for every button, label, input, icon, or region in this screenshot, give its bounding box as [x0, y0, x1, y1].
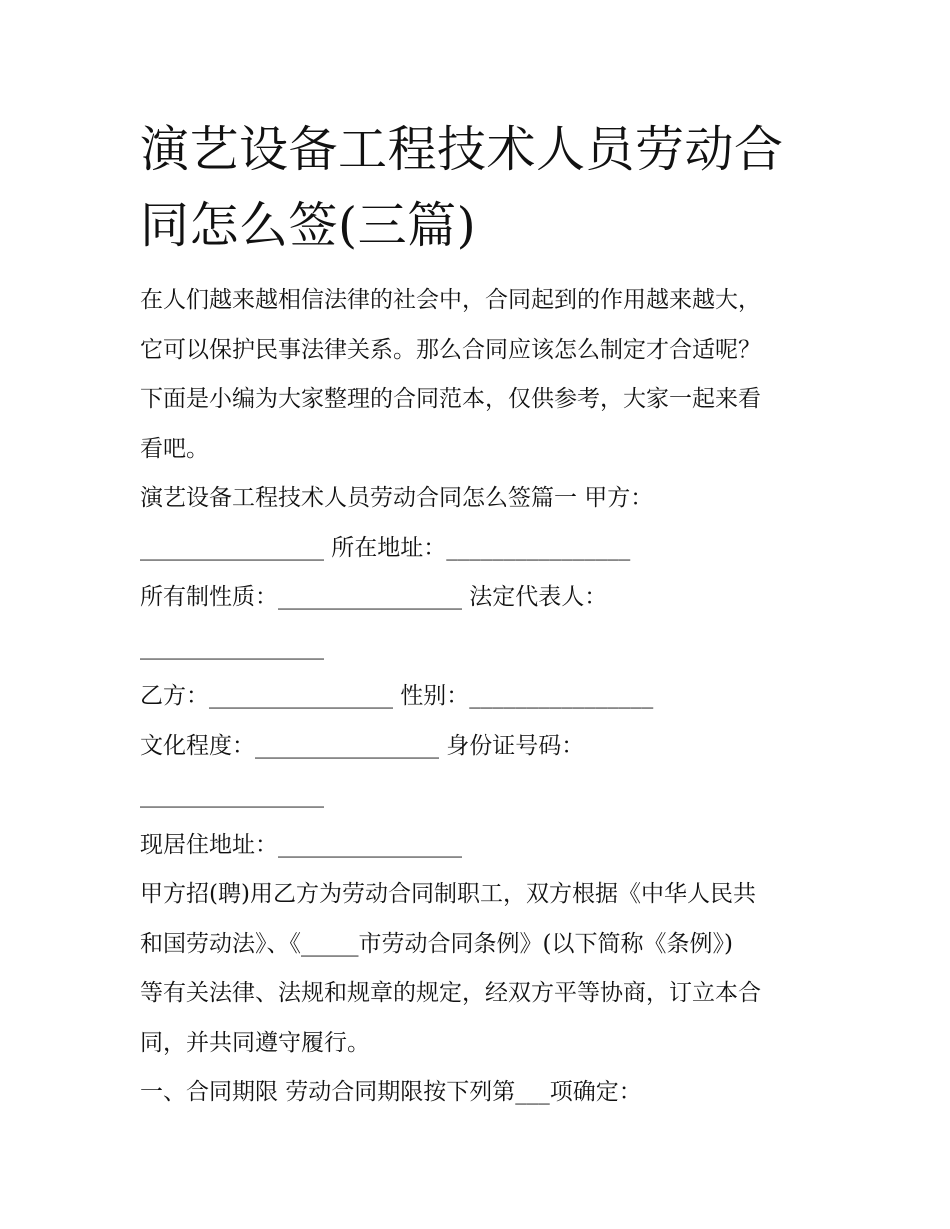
body-line-clause-3: 等有关法律、法规和规章的规定，经双方平等协商，订立本合: [140, 980, 761, 1006]
body-line-term: 一、合同期限 劳动合同期限按下列第___项确定：: [140, 1079, 642, 1105]
body-line-clause-1: 甲方招(聘)用乙方为劳动合同制职工，双方根据《中华人民共: [140, 881, 756, 907]
body-line-ownership: 所有制性质：________________ 法定代表人：: [140, 584, 608, 610]
title-line: 演艺设备工程技术人员劳动合: [140, 121, 784, 178]
body-line-intro-2: 它可以保护民事法律关系。那么合同应该怎么制定才合适呢？: [140, 336, 761, 363]
document-title: [140, 112, 820, 264]
body-line-blank-2: ________________: [140, 782, 324, 808]
body-line-intro-1: 在人们越来越相信法律的社会中，合同起到的作用越来越大，: [140, 287, 761, 313]
body-line-intro-4: 看吧。: [140, 435, 209, 462]
document-body: [140, 276, 820, 1118]
body-line-clause-4: 同，并共同遵守履行。: [140, 1029, 370, 1056]
body-line-party-b: 乙方：________________ 性别：________________: [140, 683, 654, 709]
body-line-section-heading: 演艺设备工程技术人员劳动合同怎么签篇一 甲方：: [140, 485, 654, 511]
title-line: 同怎么签(三篇): [140, 197, 477, 254]
body-line-blank-1: ________________: [140, 633, 324, 660]
body-line-education: 文化程度：________________ 身份证号码：: [140, 732, 585, 759]
body-line-residence: 现居住地址：________________: [140, 831, 462, 858]
body-line-intro-3: 下面是小编为大家整理的合同范本，仅供参考，大家一起来看: [140, 386, 761, 412]
body-line-clause-2: 和国劳动法》、《_____市劳动合同条例》(以下简称《条例》): [140, 930, 733, 957]
body-line-party-a-address: ________________ 所在地址：________________: [140, 534, 631, 561]
